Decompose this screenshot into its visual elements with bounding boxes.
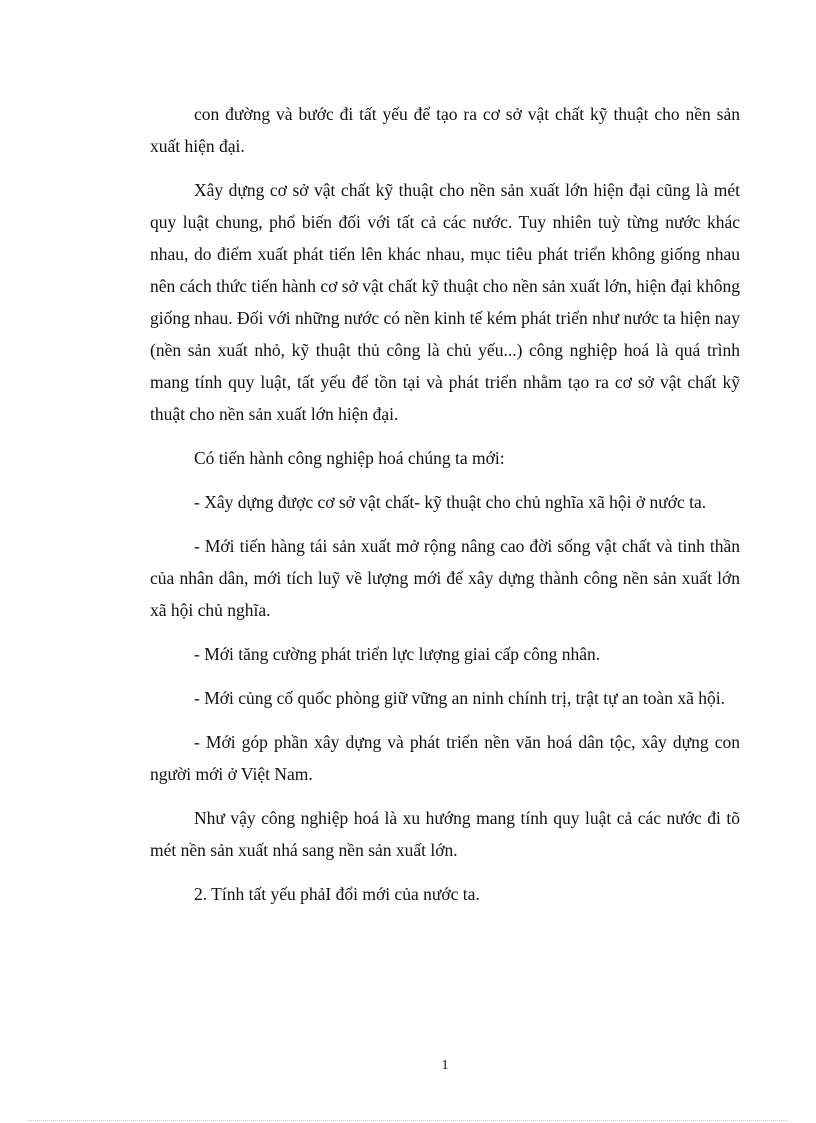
paragraph-continuation: con đường và bước đi tất yếu để tạo ra cơ sở vật chất kỹ thuật cho nền sản xuất hiện đại. [150,104,740,156]
paragraph-intro-list: Có tiến hành công nghiệp hoá chúng ta mới: [194,448,505,468]
paragraph-conclusion: Như vậy công nghiệp hoá là xu hướng mang tính quy luật cả các nước đi tõ mét nền sản xuất nhá sang nền sản xuất lớn. [150,808,740,860]
paragraph-infrastructure: Xây dựng cơ sở vật chất kỹ thuật cho nền sản xuất lớn hiện đại cũng là mét quy luật chung, phổ biến đối với tất cả các nước. Tuy nhiên tuỳ từng nước khác nhau, do điểm xuất phát tiến lên khác nhau, mục tiêu phát triển không giống nhau nên cách thức tiến hành cơ sở vật chất kỹ thuật cho nền sản xuất lớn, hiện đại không giống nhau. Đối với những nước có nền kinh tế kém phát triển như nước ta hiện nay (nền sản xuất nhỏ, kỹ thuật thủ công là chủ yếu...) công nghiệp hoá là quá trình mang tính quy luật, tất yếu để tồn tại và phát triển nhằm tạo ra cơ sở vật chất kỹ thuật cho nền sản xuất lớn hiện đại. [150,180,740,424]
section-heading: 2. Tính tất yếu phảI đổi mới của nước ta. [194,884,480,904]
document-body [150,98,740,922]
list-item-build-infrastructure: - Xây dựng được cơ sở vật chất- kỹ thuật cho chủ nghĩa xã hội ở nước ta. [194,492,707,512]
page-bottom-border [28,1120,788,1121]
list-item-working-class: - Mới tăng cường phát triển lực lượng giai cấp công nhân. [194,644,601,664]
page-number: 1 [441,1058,449,1073]
list-item-defense: - Mới củng cố quốc phòng giữ vững an ninh chính trị, trật tự an toàn xã hội. [194,688,726,708]
list-item-culture: - Mới góp phần xây dựng và phát triển nền văn hoá dân tộc, xây dựng con người mới ở Việt Nam. [150,732,740,784]
list-item-reproduction: - Mới tiến hàng tái sản xuất mở rộng nâng cao đời sống vật chất và tinh thần của nhân dân, mới tích luỹ về lượng mới để xây dựng thành công nền sản xuất lớn xã hội chủ nghĩa. [150,536,740,620]
